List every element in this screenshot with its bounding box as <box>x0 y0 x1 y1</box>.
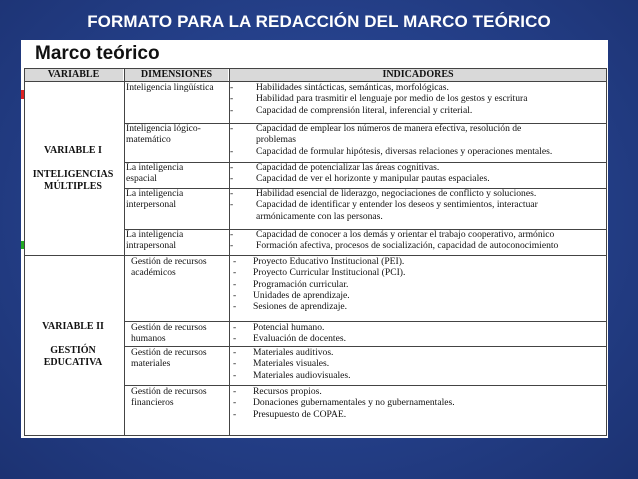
bullet-dash: - <box>233 347 237 358</box>
indicator-text: Sesiones de aprendizaje. <box>253 301 348 313</box>
dimension-label: Gestión de recursos <box>131 347 207 358</box>
dimension-label: Gestión de recursos <box>131 322 207 333</box>
header-variable: VARIABLE <box>24 69 123 81</box>
indicator-text: armónicamente con las personas. <box>256 210 383 222</box>
variable-label: VARIABLE I <box>44 144 102 156</box>
dimension-label: Inteligencia lógico- <box>126 123 201 134</box>
dimension-label: Gestión de recursos <box>131 386 207 397</box>
dimension-label: financieros <box>131 397 174 409</box>
indicator-text: Evaluación de docentes. <box>253 333 346 345</box>
table-column-border <box>124 68 125 436</box>
indicator-text: Capacidad de formular hipótesis, diversas relaciones y operaciones mentales. <box>256 145 553 157</box>
indicator-text: problemas <box>256 134 296 146</box>
bullet-dash: - <box>230 93 234 105</box>
table-column-border <box>24 68 25 436</box>
bullet-dash: - <box>230 240 234 252</box>
indicator-text: Presupuesto de COPAE. <box>253 408 347 420</box>
indicator-text: Materiales audiovisuales. <box>253 369 351 381</box>
header-dimensiones: DIMENSIONES <box>125 69 228 81</box>
bullet-dash: - <box>230 229 234 240</box>
bullet-dash: - <box>233 386 237 397</box>
indicator-text: Formación afectiva, procesos de socialización, capacidad de autoconocimiento <box>256 240 559 252</box>
variable-label: GESTIÓN <box>50 345 96 356</box>
indicator-text: Potencial humano. <box>253 322 325 333</box>
variable-label: INTELIGENCIAS <box>32 168 114 180</box>
indicator-text: Proyecto Curricular Institucional (PCI). <box>253 267 406 279</box>
dimension-label: intrapersonal <box>126 240 177 252</box>
bullet-dash: - <box>230 173 234 185</box>
indicator-text: Proyecto Educativo Institucional (PEI). <box>253 256 405 267</box>
bullet-dash: - <box>230 162 234 173</box>
bullet-dash: - <box>233 369 237 381</box>
bullet-dash: - <box>230 145 234 157</box>
bullet-dash: - <box>233 358 237 370</box>
bullet-dash: - <box>230 123 234 134</box>
indicator-text: Capacidad de ver el horizonte y manipular pautas espaciales. <box>256 173 490 185</box>
dimension-label: matemático <box>126 134 171 146</box>
header-indicadores: INDICADORES <box>230 69 606 81</box>
bullet-dash: - <box>230 199 234 211</box>
dimension-label: Inteligencia lingüística <box>126 82 214 93</box>
bullet-dash: - <box>233 278 237 290</box>
bullet-dash: - <box>233 267 237 279</box>
variable-label: EDUCATIVA <box>43 357 103 368</box>
variable-label: VARIABLE II <box>42 321 104 332</box>
indicator-text: Materiales visuales. <box>253 358 330 370</box>
dimension-label: Gestión de recursos <box>131 256 207 267</box>
indicator-text: Capacidad de potencializar las áreas cognitivas. <box>256 162 440 173</box>
dimension-label: La inteligencia <box>126 188 184 199</box>
indicator-text: Capacidad de conocer a los demás y orientar el trabajo cooperativo, armónico <box>256 229 555 240</box>
bullet-dash: - <box>233 301 237 313</box>
dimension-label: materiales <box>131 358 171 370</box>
document-image <box>21 40 608 438</box>
indicator-text: Habilidad esencial de liderazgo, negociaciones de conflicto y soluciones. <box>256 188 537 199</box>
dimension-label: interpersonal <box>126 199 177 211</box>
table-row-border <box>24 435 606 436</box>
indicator-text: Donaciones gubernamentales y no gubernamentales. <box>253 397 455 409</box>
table-border-top <box>24 68 606 69</box>
indicator-text: Materiales auditivos. <box>253 347 334 358</box>
dimension-label: La inteligencia <box>126 162 184 173</box>
bullet-dash: - <box>233 408 237 420</box>
indicator-text: Programación curricular. <box>253 278 349 290</box>
dimension-label: humanos <box>131 333 166 345</box>
indicator-text: Capacidad de emplear los números de manera efectiva, resolución de <box>256 123 522 134</box>
bullet-dash: - <box>230 188 234 199</box>
indicator-text: Habilidad para trasmitir el lenguaje por medio de los gestos y escritura <box>256 93 528 105</box>
table-column-border <box>606 68 607 436</box>
dimension-label: académicos <box>131 267 176 279</box>
indicator-text: Capacidad de identificar y entender los deseos y sentimientos, interactuar <box>256 199 538 211</box>
bullet-dash: - <box>233 289 237 301</box>
bullet-dash: - <box>233 333 237 345</box>
bullet-dash: - <box>233 256 237 267</box>
indicator-text: Recursos propios. <box>253 386 322 397</box>
bullet-dash: - <box>230 104 234 116</box>
variable-label: MÚLTIPLES <box>44 180 102 192</box>
bullet-dash: - <box>233 322 237 333</box>
bullet-dash: - <box>233 397 237 409</box>
dimension-label: La inteligencia <box>126 229 184 240</box>
bullet-dash: - <box>230 82 234 93</box>
indicator-text: Habilidades sintácticas, semánticas, morfológicas. <box>256 82 449 93</box>
indicator-text: Unidades de aprendizaje. <box>253 289 350 301</box>
heading-marco-teorico: Marco teórico <box>35 43 160 64</box>
slide-title: FORMATO PARA LA REDACCIÓN DEL MARCO TEÓRICO <box>87 12 551 31</box>
dimension-label: espacial <box>126 173 157 185</box>
indicator-text: Capacidad de comprensión literal, inferencial y criterial. <box>256 104 473 116</box>
